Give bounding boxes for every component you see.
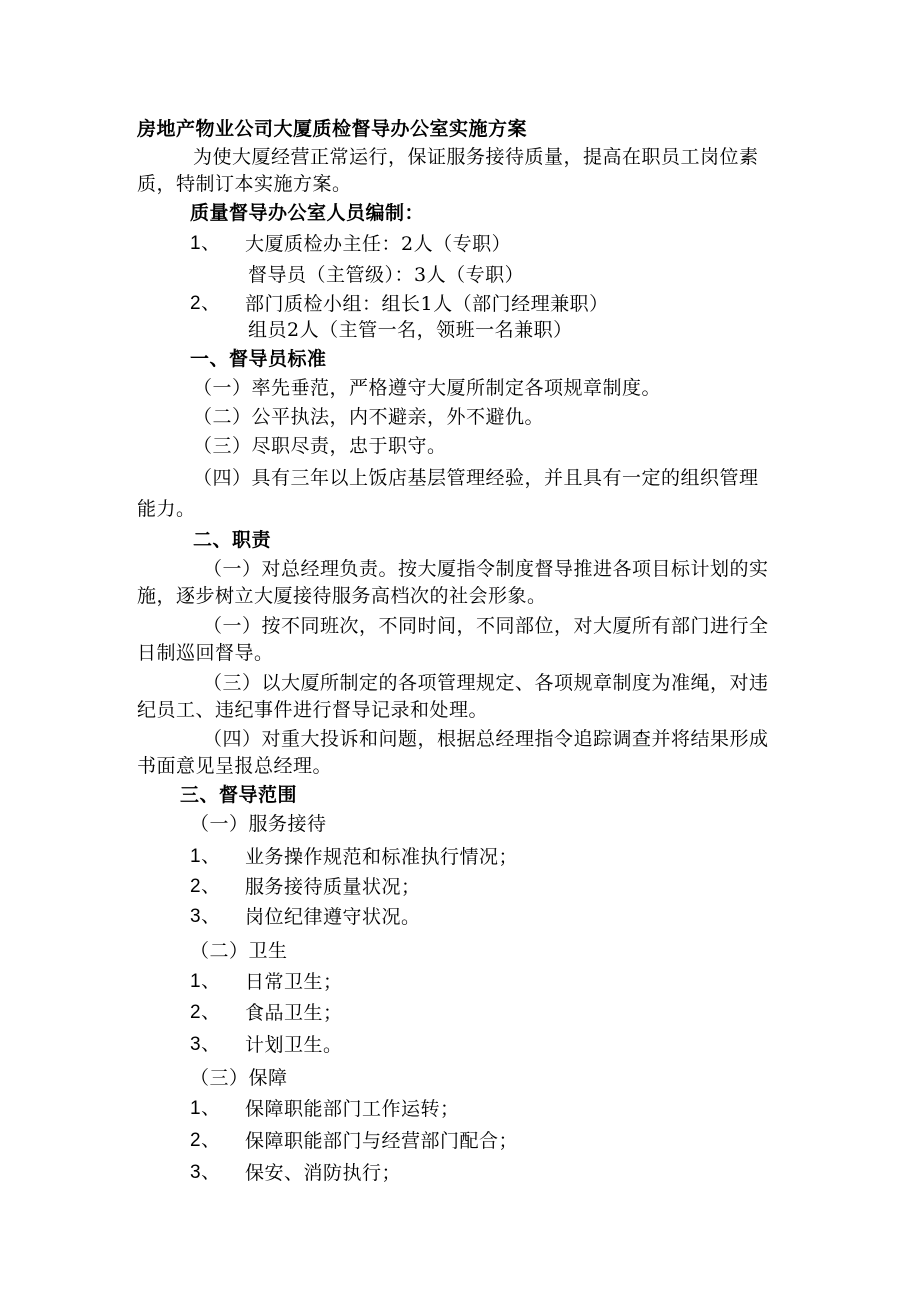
list-text: 服务接待质量状况； xyxy=(245,876,421,898)
list-number: 2、 xyxy=(190,293,221,314)
section1-line-3: （三）尽职尽责，忠于职守。 xyxy=(193,435,447,457)
section1-line-1: （一）率先垂范，严格遵守大厦所制定各项规章制度。 xyxy=(193,377,662,399)
list-text: 业务操作规范和标准执行情况； xyxy=(245,846,519,868)
staffing-sub-1: 督导员（主管级）：3人（专职） xyxy=(248,264,525,286)
list-text: 保障职能部门与经营部门配合； xyxy=(245,1130,519,1152)
list-number: 3、 xyxy=(190,906,221,927)
section3-heading: 三、督导范围 xyxy=(180,784,298,806)
list-number: 3、 xyxy=(190,1034,221,1055)
section1-line-5: 能力。 xyxy=(137,498,196,520)
section2-line-7: （四）对重大投诉和问题，根据总经理指令追踪调查并将结果形成 xyxy=(203,728,769,750)
document-title: 房地产物业公司大厦质检督导办公室实施方案 xyxy=(137,118,528,140)
scope-group-label-3: （三）保障 xyxy=(190,1067,288,1089)
list-text: 计划卫生。 xyxy=(245,1034,343,1056)
list-text: 岗位纪律遵守状况。 xyxy=(245,906,421,928)
list-number: 2、 xyxy=(190,1130,221,1151)
section2-line-6: 纪员工、违纪事件进行督导记录和处理。 xyxy=(137,699,489,721)
section2-line-3: （一）按不同班次，不同时间，不同部位，对大厦所有部门进行全 xyxy=(203,615,769,637)
list-number: 1、 xyxy=(190,1098,221,1119)
scope-group-label-2: （二）卫生 xyxy=(190,940,288,962)
section2-heading: 二、职责 xyxy=(193,529,272,551)
section2-line-1: （一）对总经理负责。按大厦指令制度督导推进各项目标计划的实 xyxy=(203,558,769,580)
list-text: 食品卫生； xyxy=(245,1002,343,1024)
section1-heading: 一、督导员标准 xyxy=(190,348,327,370)
list-number: 3、 xyxy=(190,1162,221,1183)
section2-line-8: 书面意见呈报总经理。 xyxy=(137,755,333,777)
section1-line-4: （四）具有三年以上饭店基层管理经验，并且具有一定的组织管理 xyxy=(193,467,759,489)
list-number: 2、 xyxy=(190,1002,221,1023)
list-text: 日常卫生； xyxy=(245,971,343,993)
staffing-sub-2: 组员2人（主管一名，领班一名兼职） xyxy=(248,319,573,341)
list-number: 1、 xyxy=(190,846,221,867)
intro-line-1: 为使大厦经营正常运行，保证服务接待质量，提高在职员工岗位素 xyxy=(193,146,759,168)
staffing-heading: 质量督导办公室人员编制： xyxy=(190,202,425,224)
section2-line-5: （三）以大厦所制定的各项管理规定、各项规章制度为准绳，对违 xyxy=(203,672,769,694)
list-text: 保障职能部门工作运转； xyxy=(245,1098,460,1120)
list-number: 1、 xyxy=(190,971,221,992)
intro-line-2: 质，特制订本实施方案。 xyxy=(137,173,352,195)
section2-line-2: 施，逐步树立大厦接待服务高档次的社会形象。 xyxy=(137,585,547,607)
list-text: 大厦质检办主任：2人（专职） xyxy=(245,233,512,255)
list-text: 保安、消防执行； xyxy=(245,1162,402,1184)
section2-line-4: 日制巡回督导。 xyxy=(137,642,274,664)
list-text: 部门质检小组：组长1人（部门经理兼职） xyxy=(245,293,609,315)
scope-group-label-1: （一）服务接待 xyxy=(190,813,327,835)
list-number: 1、 xyxy=(190,233,221,254)
list-number: 2、 xyxy=(190,876,221,897)
section1-line-2: （二）公平执法，内不避亲，外不避仇。 xyxy=(193,406,545,428)
